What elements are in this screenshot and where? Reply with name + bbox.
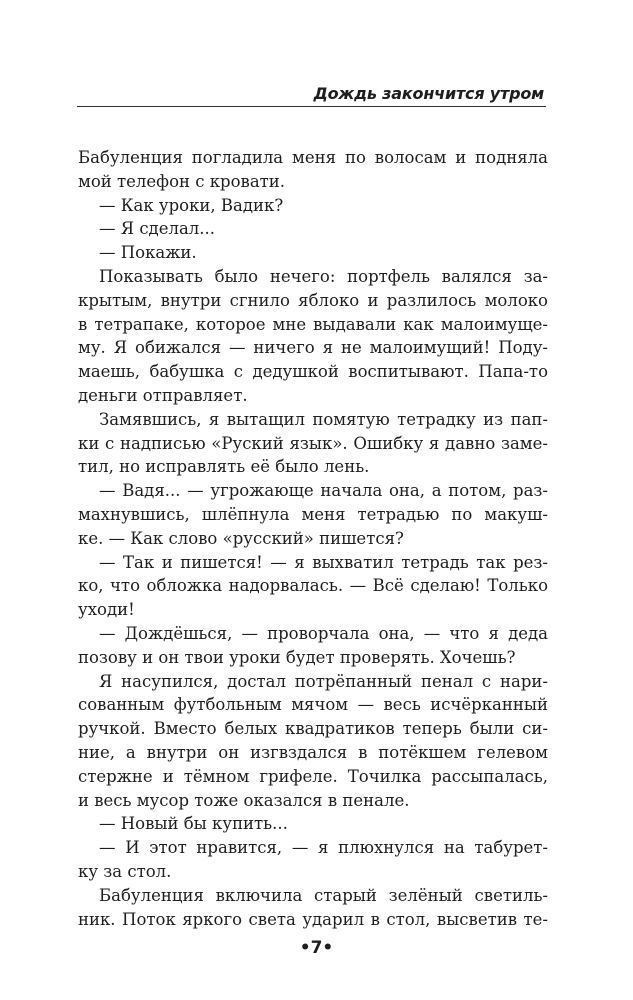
text-line: и весь мусор тоже оказался в пенале. bbox=[78, 790, 410, 810]
text-line: Я насупился, достал потрёпанный пенал с нари- bbox=[99, 671, 548, 691]
running-header-title: Дождь закончится утром bbox=[313, 84, 544, 103]
text-line: махнувшись, шлёпнула меня тетрадью по макуш- bbox=[78, 504, 548, 524]
text-line: ку за стол. bbox=[78, 861, 172, 881]
text-line: позову и он твои уроки будет проверять. Хочешь? bbox=[78, 647, 516, 667]
text-line: Бабуленция включила старый зелёный светиль- bbox=[99, 885, 548, 905]
text-line: — Дождёшься, — проворчала она, — что я деда bbox=[99, 623, 548, 643]
text-line: — Как уроки, Вадик? bbox=[99, 195, 284, 215]
text-line: деньги отправляет. bbox=[78, 385, 248, 405]
page-number: •7• bbox=[299, 938, 334, 958]
text-line: ник. Поток яркого света ударил в стол, высветив те- bbox=[78, 909, 548, 929]
text-line: Бабуленция погладила меня по волосам и подняла bbox=[78, 148, 548, 167]
text-line: ки с надписью «Руский язык». Ошибку я давно заме- bbox=[78, 433, 548, 453]
text-line: — И этот нравится, — я плюхнулся на табурет- bbox=[99, 838, 548, 858]
text-line: ручкой. Вместо белых квадратиков теперь были си- bbox=[78, 719, 548, 739]
text-line: стержне и тёмном грифеле. Точилка рассыпалась, bbox=[78, 766, 548, 786]
text-line: ко, что обложка надорвалась. — Всё сделаю! Только bbox=[78, 576, 548, 596]
text-line: — Покажи. bbox=[99, 243, 197, 263]
text-line: Замявшись, я вытащил помятую тетрадку из пап- bbox=[99, 409, 548, 429]
text-line: сованным футбольным мячом — весь исчёрканный bbox=[78, 695, 548, 715]
running-header bbox=[77, 84, 546, 107]
text-line: ке. — Как слово «русский» пишется? bbox=[78, 528, 404, 548]
text-line: — Я сделал... bbox=[99, 219, 216, 239]
text-line: му. Я обижался — ничего я не малоимущий! Поду- bbox=[78, 338, 548, 358]
text-line: в тетрапаке, которое мне выдавали как малоимуще- bbox=[78, 314, 548, 334]
text-line: уходи! bbox=[78, 600, 135, 620]
text-line: ние, а внутри он изгвздался в потёкшем гелевом bbox=[78, 742, 548, 762]
text-line: — Так и пишется! — я выхватил тетрадь так рез- bbox=[99, 552, 548, 572]
text-line: Показывать было нечего: портфель валялся за- bbox=[99, 266, 548, 286]
text-line: тил, но исправлять её было лень. bbox=[78, 457, 370, 477]
text-line: маешь, бабушка с дедушкой воспитывают. Папа-то bbox=[78, 362, 548, 382]
text-line: — Вадя... — угрожающе начала она, а потом, раз- bbox=[99, 481, 548, 501]
text-line: мой телефон с кровати. bbox=[78, 171, 286, 191]
text-line: — Новый бы купить... bbox=[99, 814, 288, 834]
text-line: крытым, внутри сгнило яблоко и разлилось молоко bbox=[78, 290, 548, 310]
body-text bbox=[78, 146, 548, 931]
